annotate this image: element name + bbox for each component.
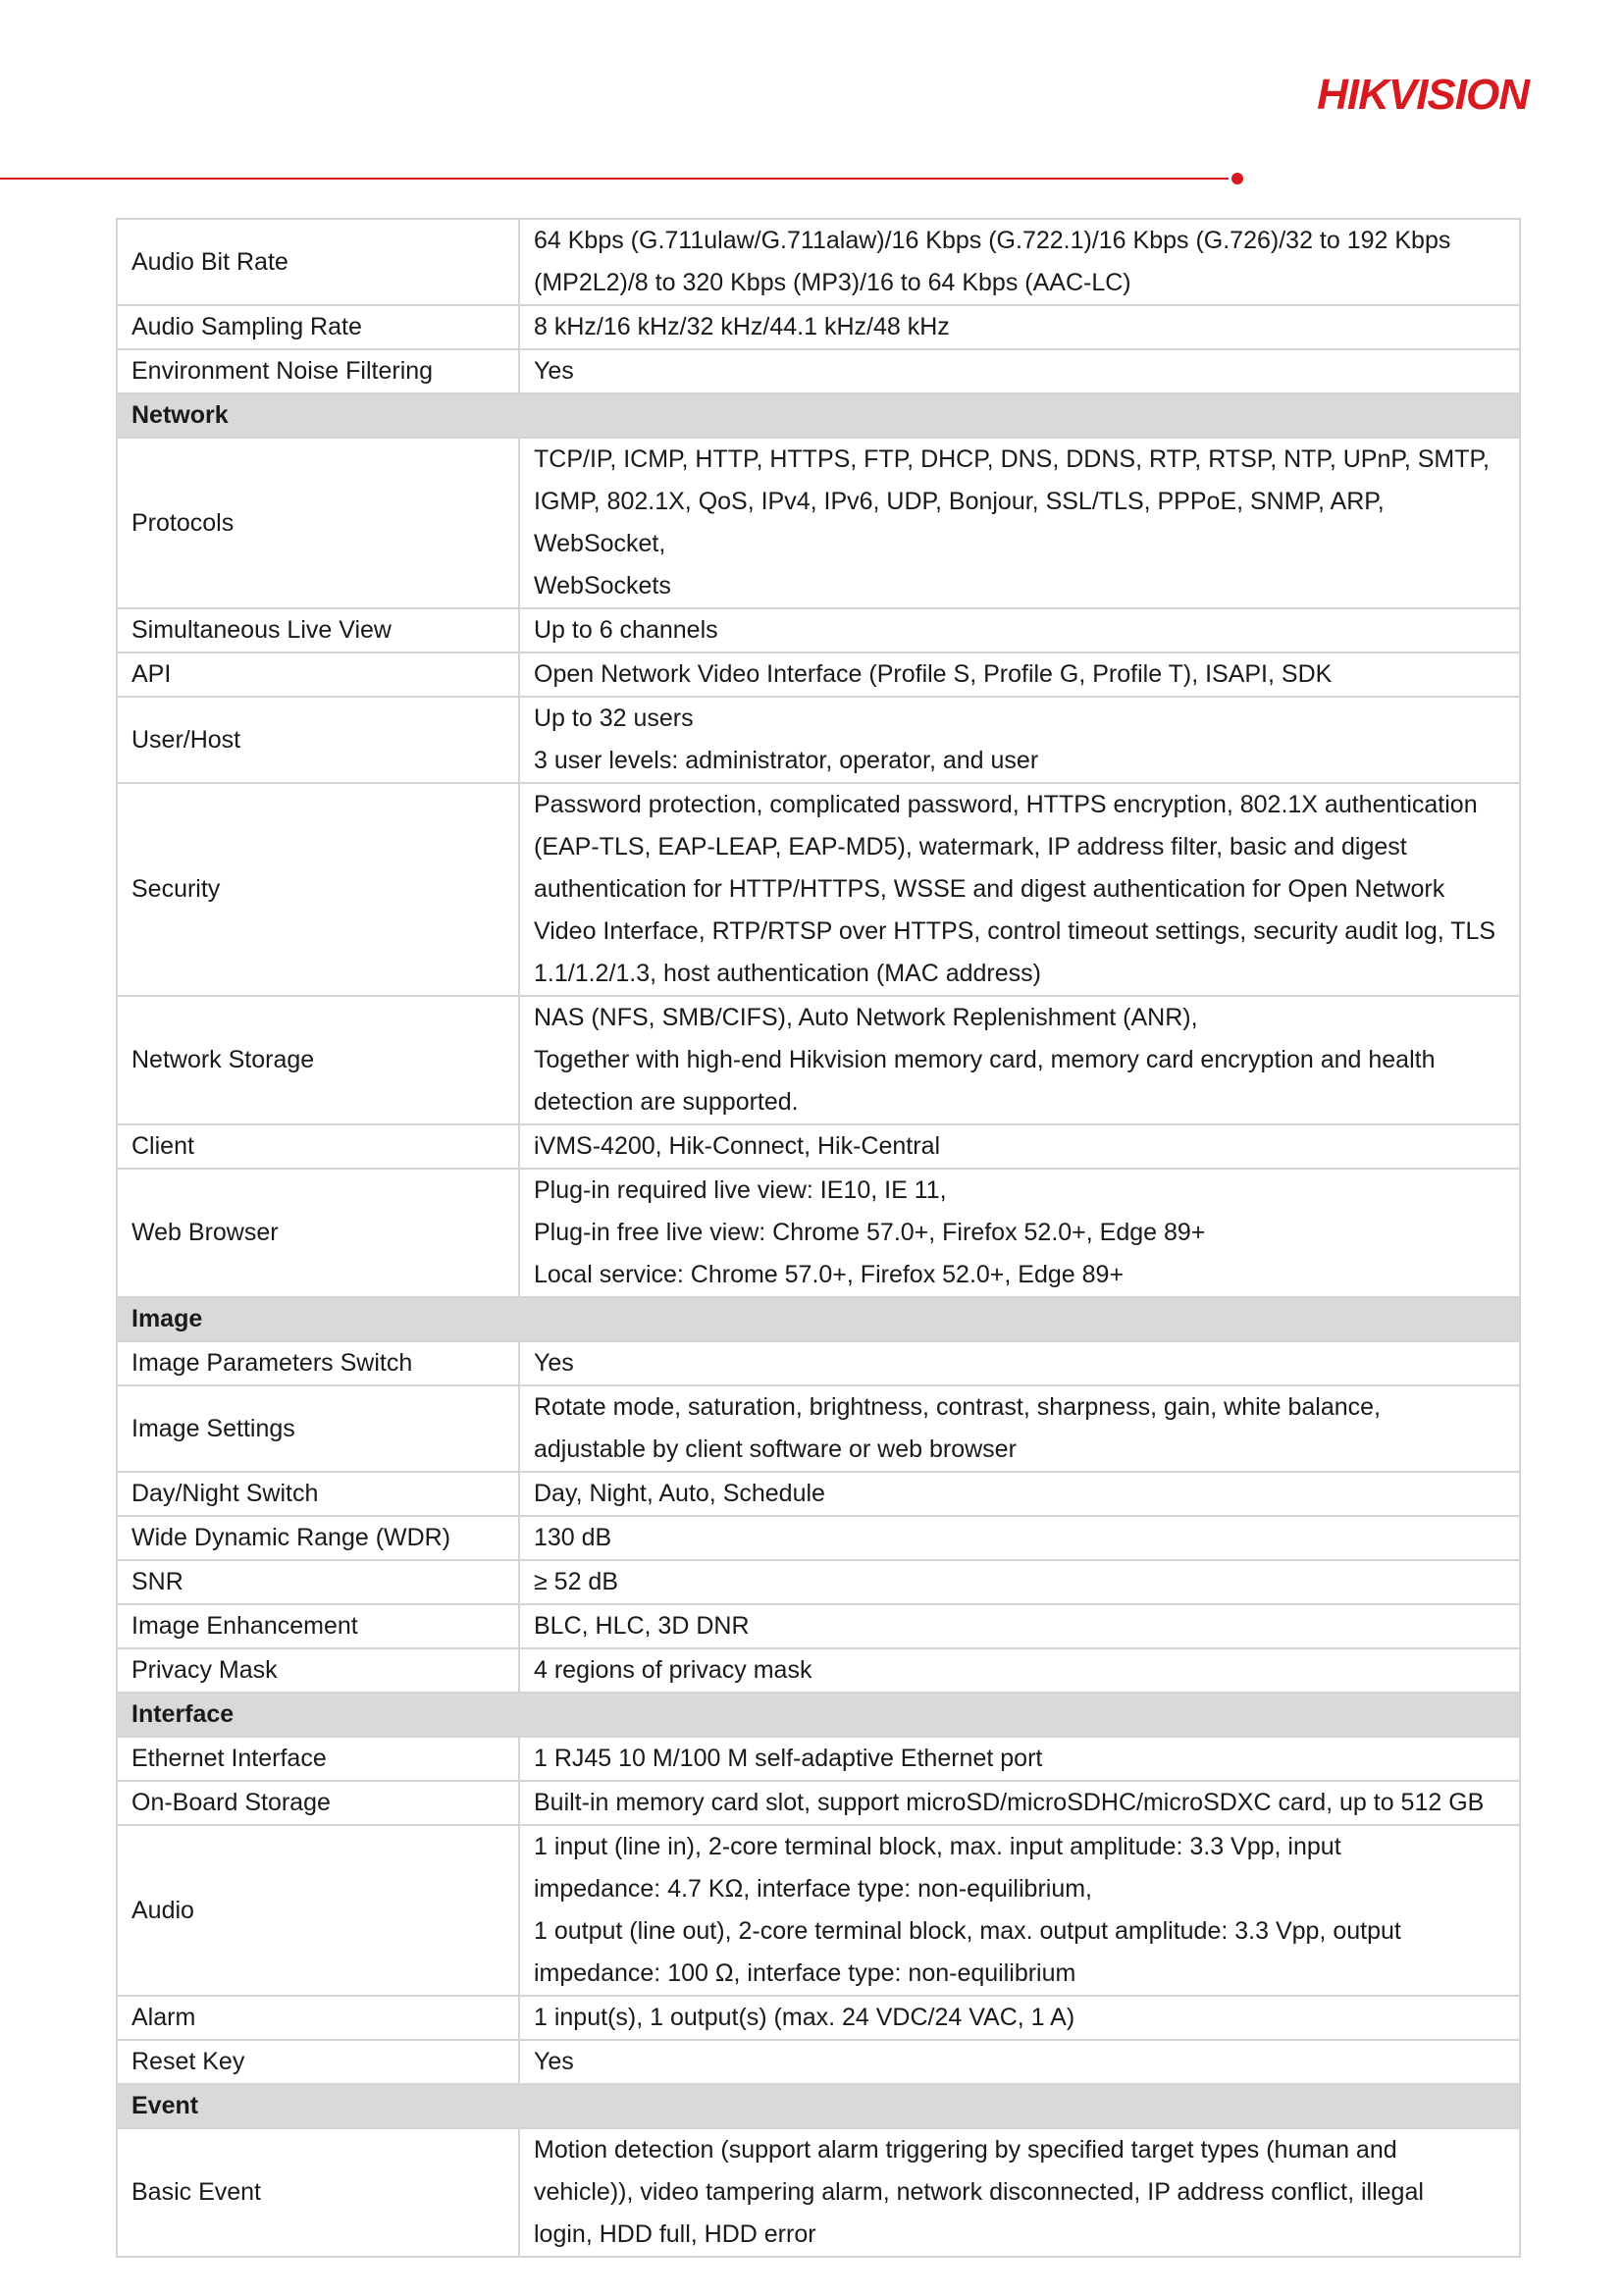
spec-row bbox=[117, 1516, 1520, 1560]
spec-label: Web Browser bbox=[117, 1169, 519, 1297]
spec-label: Basic Event bbox=[117, 2128, 519, 2257]
spec-value bbox=[519, 1560, 1520, 1604]
spec-row bbox=[117, 349, 1520, 393]
spec-row bbox=[117, 652, 1520, 697]
spec-value-line: iVMS-4200, Hik-Connect, Hik-Central bbox=[534, 1132, 941, 1160]
spec-value-line: 130 dB bbox=[534, 1524, 612, 1551]
spec-table bbox=[116, 218, 1521, 2258]
spec-row bbox=[117, 697, 1520, 783]
spec-row bbox=[117, 1560, 1520, 1604]
spec-row bbox=[117, 1781, 1520, 1825]
spec-value-line: 64 Kbps (G.711ulaw/G.711alaw)/16 Kbps (G.722.1)/16 Kbps (G.726)/32 to 192 Kbps bbox=[534, 227, 1451, 254]
spec-row bbox=[117, 438, 1520, 608]
spec-value-line: 1 input(s), 1 output(s) (max. 24 VDC/24 VAC, 1 A) bbox=[534, 2004, 1075, 2031]
spec-row bbox=[117, 1604, 1520, 1648]
spec-value bbox=[519, 1825, 1520, 1996]
spec-value bbox=[519, 996, 1520, 1124]
spec-row bbox=[117, 1385, 1520, 1472]
spec-value-line: 1 RJ45 10 M/100 M self-adaptive Ethernet port bbox=[534, 1745, 1043, 1772]
spec-value-line: Together with high-end Hikvision memory card, memory card encryption and health bbox=[534, 1046, 1436, 1073]
spec-row bbox=[117, 608, 1520, 652]
spec-value-line: impedance: 4.7 KΩ, interface type: non-equilibrium, bbox=[534, 1875, 1092, 1903]
spec-label: Network Storage bbox=[117, 996, 519, 1124]
spec-value-line: NAS (NFS, SMB/CIFS), Auto Network Replenishment (ANR), bbox=[534, 1004, 1198, 1031]
spec-value-line: 1.1/1.2/1.3, host authentication (MAC address) bbox=[534, 960, 1041, 987]
spec-value-line: Yes bbox=[534, 2048, 574, 2075]
spec-label: On-Board Storage bbox=[117, 1781, 519, 1825]
section-title: Network bbox=[117, 393, 1520, 438]
spec-value-line: Yes bbox=[534, 357, 574, 385]
spec-value bbox=[519, 652, 1520, 697]
spec-value-line: vehicle)), video tampering alarm, network disconnected, IP address conflict, illegal bbox=[534, 2178, 1424, 2206]
spec-row bbox=[117, 219, 1520, 305]
spec-value-line: TCP/IP, ICMP, HTTP, HTTPS, FTP, DHCP, DNS, DDNS, RTP, RTSP, NTP, UPnP, SMTP, bbox=[534, 445, 1490, 473]
spec-label: User/Host bbox=[117, 697, 519, 783]
spec-label: Client bbox=[117, 1124, 519, 1169]
spec-value-line: Built-in memory card slot, support microSD/microSDHC/microSDXC card, up to 512 GB bbox=[534, 1789, 1485, 1816]
spec-label: Security bbox=[117, 783, 519, 996]
spec-label: Wide Dynamic Range (WDR) bbox=[117, 1516, 519, 1560]
spec-value-line: Local service: Chrome 57.0+, Firefox 52.0+, Edge 89+ bbox=[534, 1261, 1125, 1288]
spec-value-line: 1 output (line out), 2-core terminal block, max. output amplitude: 3.3 Vpp, output bbox=[534, 1917, 1401, 1945]
spec-label: Simultaneous Live View bbox=[117, 608, 519, 652]
spec-value bbox=[519, 608, 1520, 652]
spec-value-line: Rotate mode, saturation, brightness, contrast, sharpness, gain, white balance, bbox=[534, 1393, 1381, 1421]
spec-value-line: Up to 32 users bbox=[534, 704, 694, 732]
spec-value-line: ≥ 52 dB bbox=[534, 1568, 618, 1595]
spec-value-line: login, HDD full, HDD error bbox=[534, 2220, 816, 2248]
spec-value-line: Motion detection (support alarm triggering by specified target types (human and bbox=[534, 2136, 1397, 2164]
hikvision-logo bbox=[1317, 71, 1529, 120]
spec-row bbox=[117, 1737, 1520, 1781]
section-header-row bbox=[117, 1693, 1520, 1737]
spec-value-line: IGMP, 802.1X, QoS, IPv4, IPv6, UDP, Bonjour, SSL/TLS, PPPoE, SNMP, ARP, WebSocket, bbox=[534, 488, 1385, 557]
logo-part-vision: VISION bbox=[1387, 71, 1529, 119]
spec-label: Privacy Mask bbox=[117, 1648, 519, 1693]
spec-value-line: Password protection, complicated password, HTTPS encryption, 802.1X authentication bbox=[534, 791, 1478, 818]
spec-value bbox=[519, 1781, 1520, 1825]
spec-value-line: Yes bbox=[534, 1349, 574, 1377]
spec-value-line: 4 regions of privacy mask bbox=[534, 1656, 812, 1684]
spec-value bbox=[519, 305, 1520, 349]
spec-table-body bbox=[117, 219, 1520, 2257]
spec-row bbox=[117, 1124, 1520, 1169]
spec-row bbox=[117, 1996, 1520, 2040]
spec-value bbox=[519, 1341, 1520, 1385]
spec-label: Image Parameters Switch bbox=[117, 1341, 519, 1385]
spec-label: Reset Key bbox=[117, 2040, 519, 2084]
spec-value bbox=[519, 1472, 1520, 1516]
section-title: Interface bbox=[117, 1693, 1520, 1737]
spec-value bbox=[519, 783, 1520, 996]
spec-value-line: Video Interface, RTP/RTSP over HTTPS, control timeout settings, security audit log, TLS bbox=[534, 917, 1496, 945]
section-header-row bbox=[117, 393, 1520, 438]
header-divider bbox=[0, 178, 1229, 180]
spec-label: Image Enhancement bbox=[117, 1604, 519, 1648]
spec-value bbox=[519, 438, 1520, 608]
spec-value-line: WebSockets bbox=[534, 572, 671, 600]
section-header-row bbox=[117, 1297, 1520, 1341]
spec-row bbox=[117, 1169, 1520, 1297]
spec-label: Audio Sampling Rate bbox=[117, 305, 519, 349]
spec-value-line: detection are supported. bbox=[534, 1088, 799, 1116]
spec-label: Day/Night Switch bbox=[117, 1472, 519, 1516]
spec-value-line: BLC, HLC, 3D DNR bbox=[534, 1612, 750, 1640]
spec-value bbox=[519, 1169, 1520, 1297]
spec-row bbox=[117, 1472, 1520, 1516]
spec-value-line: 8 kHz/16 kHz/32 kHz/44.1 kHz/48 kHz bbox=[534, 313, 950, 340]
spec-value bbox=[519, 219, 1520, 305]
spec-row bbox=[117, 996, 1520, 1124]
spec-value-line: Up to 6 channels bbox=[534, 616, 718, 644]
spec-label: SNR bbox=[117, 1560, 519, 1604]
spec-label: API bbox=[117, 652, 519, 697]
spec-value-line: Open Network Video Interface (Profile S, Profile G, Profile T), ISAPI, SDK bbox=[534, 660, 1333, 688]
spec-value-line: impedance: 100 Ω, interface type: non-equilibrium bbox=[534, 1959, 1076, 1987]
spec-value-line: 1 input (line in), 2-core terminal block, max. input amplitude: 3.3 Vpp, input bbox=[534, 1833, 1341, 1860]
spec-row bbox=[117, 1648, 1520, 1693]
spec-value-line: 3 user levels: administrator, operator, and user bbox=[534, 747, 1039, 774]
spec-value-line: (EAP-TLS, EAP-LEAP, EAP-MD5), watermark, IP address filter, basic and digest bbox=[534, 833, 1407, 861]
spec-value bbox=[519, 2128, 1520, 2257]
spec-value bbox=[519, 697, 1520, 783]
spec-value bbox=[519, 1648, 1520, 1693]
spec-value bbox=[519, 1604, 1520, 1648]
spec-label: Ethernet Interface bbox=[117, 1737, 519, 1781]
logo-part-hik: HIK bbox=[1317, 71, 1388, 119]
spec-row bbox=[117, 2040, 1520, 2084]
spec-value bbox=[519, 1124, 1520, 1169]
spec-value bbox=[519, 1385, 1520, 1472]
spec-value bbox=[519, 349, 1520, 393]
spec-value bbox=[519, 1996, 1520, 2040]
spec-row bbox=[117, 305, 1520, 349]
spec-value-line: authentication for HTTP/HTTPS, WSSE and digest authentication for Open Network bbox=[534, 875, 1445, 903]
header-divider-dot bbox=[1231, 173, 1243, 184]
spec-value bbox=[519, 1737, 1520, 1781]
spec-label: Alarm bbox=[117, 1996, 519, 2040]
spec-value-line: Plug-in free live view: Chrome 57.0+, Firefox 52.0+, Edge 89+ bbox=[534, 1219, 1206, 1246]
spec-row bbox=[117, 2128, 1520, 2257]
spec-label: Audio Bit Rate bbox=[117, 219, 519, 305]
spec-label: Protocols bbox=[117, 438, 519, 608]
section-header-row bbox=[117, 2084, 1520, 2128]
spec-label: Environment Noise Filtering bbox=[117, 349, 519, 393]
spec-label: Audio bbox=[117, 1825, 519, 1996]
section-title: Image bbox=[117, 1297, 1520, 1341]
spec-value-line: adjustable by client software or web browser bbox=[534, 1435, 1017, 1463]
spec-value bbox=[519, 1516, 1520, 1560]
spec-value bbox=[519, 2040, 1520, 2084]
spec-row bbox=[117, 1825, 1520, 1996]
spec-label: Image Settings bbox=[117, 1385, 519, 1472]
spec-row bbox=[117, 1341, 1520, 1385]
spec-row bbox=[117, 783, 1520, 996]
spec-value-line: (MP2L2)/8 to 320 Kbps (MP3)/16 to 64 Kbps (AAC-LC) bbox=[534, 269, 1131, 296]
spec-value-line: Plug-in required live view: IE10, IE 11, bbox=[534, 1176, 947, 1204]
spec-value-line: Day, Night, Auto, Schedule bbox=[534, 1480, 825, 1507]
section-title: Event bbox=[117, 2084, 1520, 2128]
